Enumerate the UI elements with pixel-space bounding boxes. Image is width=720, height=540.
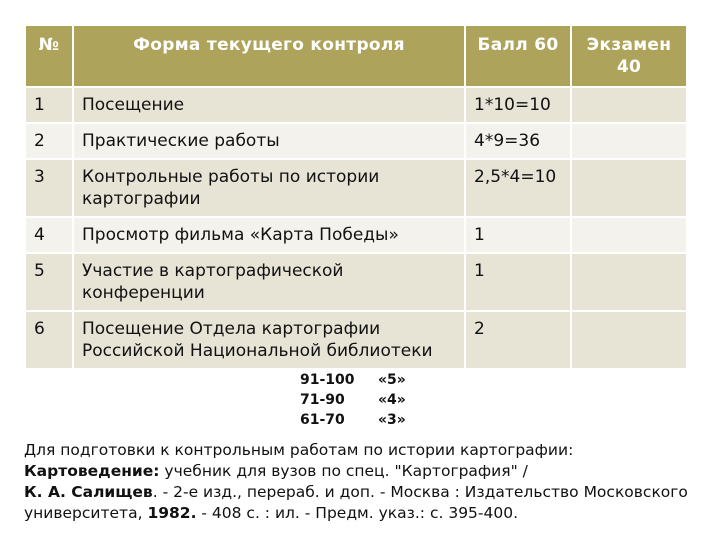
table-row	[25, 159, 687, 217]
grade-scale	[300, 370, 406, 430]
row-number: 3	[25, 159, 73, 217]
header-exam: Экзамен 40	[571, 25, 687, 87]
row-exam	[571, 123, 687, 159]
row-control-form: Посещение	[73, 87, 465, 123]
row-control-form: Участие в картографической конференции	[73, 253, 465, 311]
references-paragraph	[24, 440, 704, 524]
grade-mark: «4»	[378, 392, 406, 408]
grade-mark: «5»	[378, 372, 406, 388]
table-row	[25, 123, 687, 159]
book-author: К. А. Салищев	[24, 483, 153, 501]
grade-scale-row	[300, 390, 406, 410]
table-row	[25, 217, 687, 253]
row-score: 1	[465, 253, 571, 311]
book-title: Картоведение:	[24, 462, 160, 480]
table-row	[25, 87, 687, 123]
row-exam	[571, 253, 687, 311]
row-exam	[571, 217, 687, 253]
row-score: 1*10=10	[465, 87, 571, 123]
grade-range: 61-70	[300, 412, 345, 428]
row-number: 2	[25, 123, 73, 159]
book-pages: - 408 с. : ил. - Предм. указ.: с. 395-400.	[196, 504, 519, 522]
grading-table	[24, 24, 688, 370]
header-control-form: Форма текущего контроля	[73, 25, 465, 87]
grade-scale-row	[300, 370, 406, 390]
table-row	[25, 253, 687, 311]
grade-mark: «3»	[378, 412, 406, 428]
row-number: 1	[25, 87, 73, 123]
table-row	[25, 311, 687, 369]
row-control-form: Практические работы	[73, 123, 465, 159]
row-control-form: Просмотр фильма «Карта Победы»	[73, 217, 465, 253]
references-intro: Для подготовки к контрольным работам по истории картографии:	[24, 441, 574, 459]
header-score: Балл 60	[465, 25, 571, 87]
grade-range: 91-100	[300, 372, 355, 388]
row-score: 1	[465, 217, 571, 253]
book-subtitle: учебник для вузов по спец. "Картография" /	[159, 462, 528, 480]
row-exam	[571, 159, 687, 217]
grade-range: 71-90	[300, 392, 345, 408]
row-score: 4*9=36	[465, 123, 571, 159]
row-control-form: Посещение Отдела картографии Российской Национальной библиотеки	[73, 311, 465, 369]
row-score: 2	[465, 311, 571, 369]
row-exam	[571, 311, 687, 369]
book-details: . - 2-е изд., перераб. и доп. - Москва : Издательство Московского университета,	[24, 483, 688, 522]
table-header-row	[25, 25, 687, 87]
row-number: 6	[25, 311, 73, 369]
book-year: 1982.	[147, 504, 197, 522]
header-number: №	[25, 25, 73, 87]
row-number: 5	[25, 253, 73, 311]
grade-scale-row	[300, 410, 406, 430]
row-score: 2,5*4=10	[465, 159, 571, 217]
row-exam	[571, 87, 687, 123]
row-number: 4	[25, 217, 73, 253]
row-control-form: Контрольные работы по истории картографии	[73, 159, 465, 217]
